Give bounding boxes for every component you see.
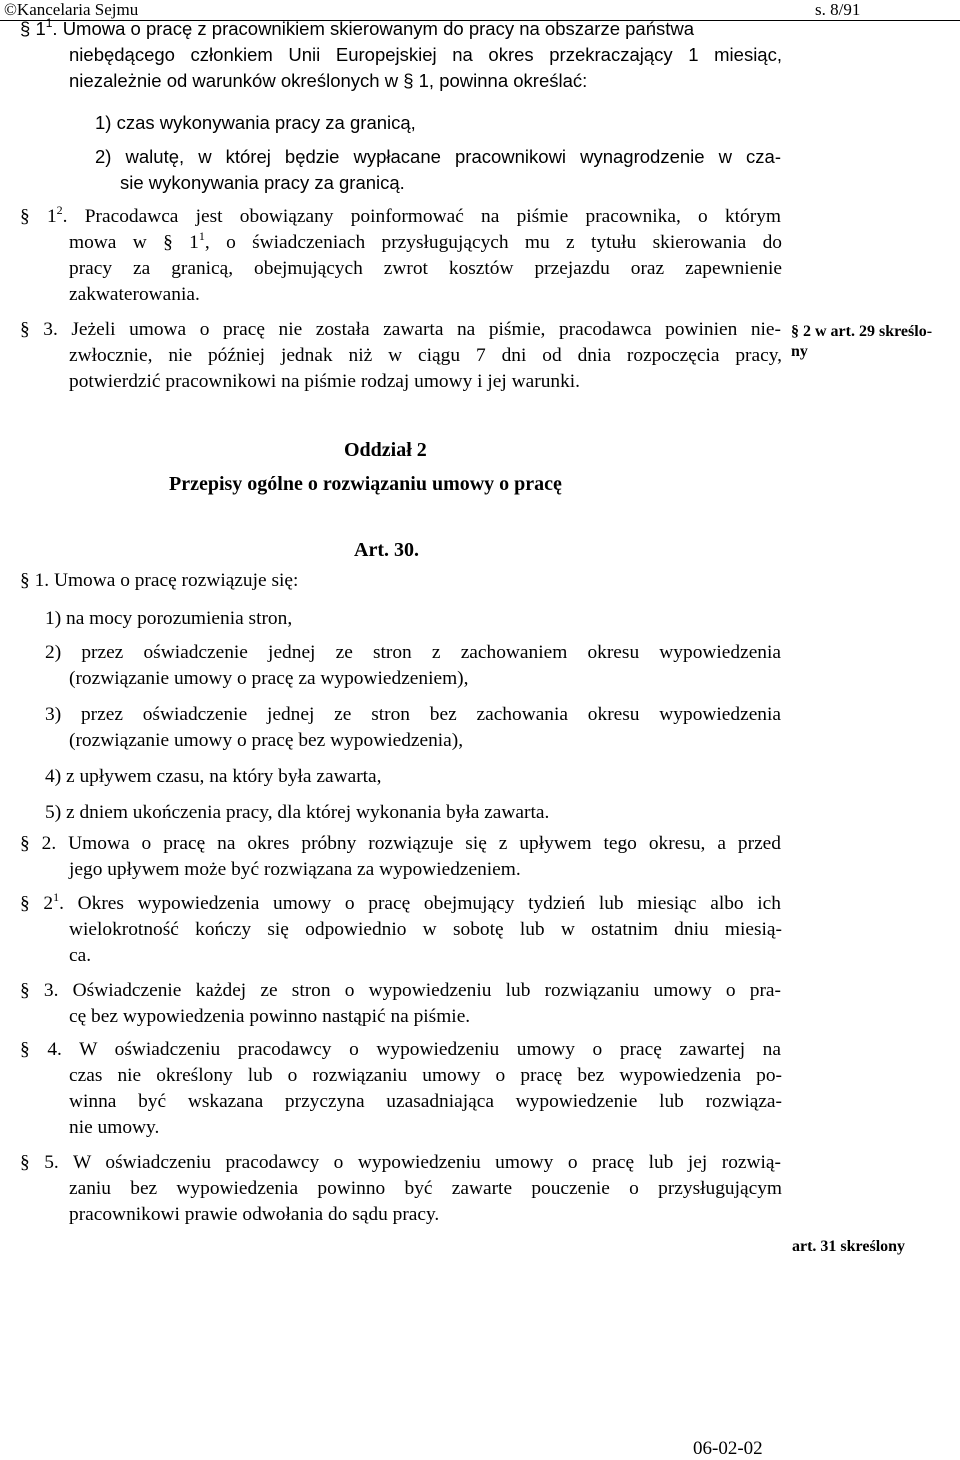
paragraph-1-1-line-1: § $1^1$. Umowa o pracę z pracownikiem skierowanym do pracy na obszarze państwa [20, 15, 695, 39]
division-subtitle: Przepisy ogólne o rozwiązaniu umowy o pracę [169, 473, 562, 495]
section-sign: § [20, 833, 30, 854]
art30-para-3-line-2: cę bez wypowiedzenia powinno nastąpić na piśmie. [69, 1006, 471, 1027]
section-sign: § [163, 232, 173, 253]
art30-item-5: 5) z dniem ukończenia pracy, dla której wykonania była zawarta. [45, 802, 550, 823]
margin-note-art-31: art. 31 skreślony [792, 1238, 906, 1255]
section-sign: § [20, 319, 30, 340]
art30-para-2-line-2: jego upływem może być rozwiązana za wypowiedzeniem. [69, 859, 521, 880]
art30-item-1: 1) na mocy porozumienia stron, [45, 608, 293, 629]
margin-note-art-29-cont: ny [791, 343, 808, 360]
art30-item-3-cont: (rozwiązanie umowy o pracę bez wypowiedzenia), [69, 730, 464, 751]
art30-para-1: § 1. Umowa o pracę rozwiązuje się: [20, 570, 299, 591]
footer-date: 06-02-02 [693, 1438, 763, 1459]
section-sign: § [20, 18, 31, 39]
art30-para-4-line-2: czas nie określony lub o rozwiązaniu umowy o pracę bez wypowiedzenia po- [69, 1065, 782, 1086]
art30-item-3: 3) przez oświadczenie jednej ze stron bez zachowania okresu wypowiedzenia [45, 704, 781, 725]
paragraph-1-1-item-2: 2) walutę, w której będzie wypłacane pracownikowi wynagrodzenie w cza- [95, 146, 781, 167]
paragraph-1-1-line-3: niezależnie od warunków określonych w § 1, powinna określać: [69, 70, 588, 91]
paragraph-1-1-item-2-cont: sie wykonywania pracy za granicą. [120, 172, 405, 193]
header-page-number: s. 8/91 [815, 0, 861, 19]
paragraph-3-line-2: zwłocznie, nie później jednak niż w ciągu 7 dni od dnia rozpoczęcia pracy, [69, 345, 782, 366]
section-sign: § [20, 206, 30, 227]
art30-para-21-line-2: wielokrotność kończy się odpowiednio w sobotę lub w ostatnim dniu miesią- [69, 919, 782, 940]
art30-para-4-line-4: nie umowy. [69, 1117, 160, 1138]
paragraph-1-2-line-1: § $1^2$. Pracodawca jest obowiązany poinformować na piśmie pracownika, o którym [20, 202, 781, 227]
paragraph-1-2-line-3: pracy za granicą, obejmujących zwrot kosztów przejazdu oraz zapewnienie [69, 258, 782, 279]
art30-para-21-line-3: ca. [69, 945, 92, 966]
paragraph-1-1-line-2: niebędącego członkiem Unii Europejskiej na okres przekraczający 1 miesiąc, [69, 44, 782, 65]
art30-para-5-line-1: § 5. W oświadczeniu pracodawcy o wypowiedzeniu umowy o pracę lub jej rozwią- [20, 1152, 781, 1173]
section-sign: § [20, 1039, 30, 1060]
section-sign: § [20, 893, 30, 914]
art30-para-5-line-2: zaniu bez wypowiedzenia powinno być zawarte pouczenie o przysługującym [69, 1178, 782, 1199]
art30-para-5-line-3: pracownikowi prawie odwołania do sądu pracy. [69, 1204, 440, 1225]
art30-para-4-line-3: winna być wskazana przyczyna uzasadniająca wypowiedzenie lub rozwiąza- [69, 1091, 782, 1112]
article-30-title: Art. 30. [354, 539, 419, 561]
art30-para-3-line-1: § 3. Oświadczenie każdej ze stron o wypowiedzeniu lub rozwiązaniu umowy o pra- [20, 980, 781, 1001]
section-sign: § [20, 1152, 30, 1173]
header-copyright: ©Kancelaria Sejmu [4, 0, 139, 19]
paragraph-3-line-3: potwierdzić pracownikowi na piśmie rodzaj umowy i jej warunki. [69, 371, 581, 392]
margin-note-art-29: § 2 w art. 29 skreślo- [791, 323, 933, 340]
paragraph-3-line-1: § 3. Jeżeli umowa o pracę nie została zawarta na piśmie, pracodawca powinien nie- [20, 319, 781, 340]
section-sign: § [20, 570, 30, 591]
art30-para-4-line-1: § 4. W oświadczeniu pracodawcy o wypowiedzeniu umowy o pracę zawartej na [20, 1039, 781, 1060]
paragraph-number: 1 [35, 18, 46, 39]
art30-item-4: 4) z upływem czasu, na który była zawarta, [45, 766, 382, 787]
division-title: Oddział 2 [344, 439, 427, 461]
paragraph-1-1-item-1: 1) czas wykonywania pracy za granicą, [95, 112, 416, 133]
art30-para-21-line-1: § $2^1$. Okres wypowiedzenia umowy o pracę obejmujący tydzień lub miesiąc albo ich [20, 889, 781, 914]
art30-para-2-line-1: § 2. Umowa o pracę na okres próbny rozwiązuje się z upływem tego okresu, a przed [20, 833, 781, 854]
paragraph-1-2-line-4: zakwaterowania. [69, 284, 200, 305]
section-sign: § [20, 980, 30, 1001]
art30-item-2: 2) przez oświadczenie jednej ze stron z zachowaniem okresu wypowiedzenia [45, 642, 781, 663]
art30-item-2-cont: (rozwiązanie umowy o pracę za wypowiedzeniem), [69, 668, 469, 689]
paragraph-1-2-line-2: mowa w § $1^1$, o świadczeniach przysługujących mu z tytułu skierowania do [69, 228, 783, 253]
paragraph-superscript: 1 [45, 15, 53, 30]
